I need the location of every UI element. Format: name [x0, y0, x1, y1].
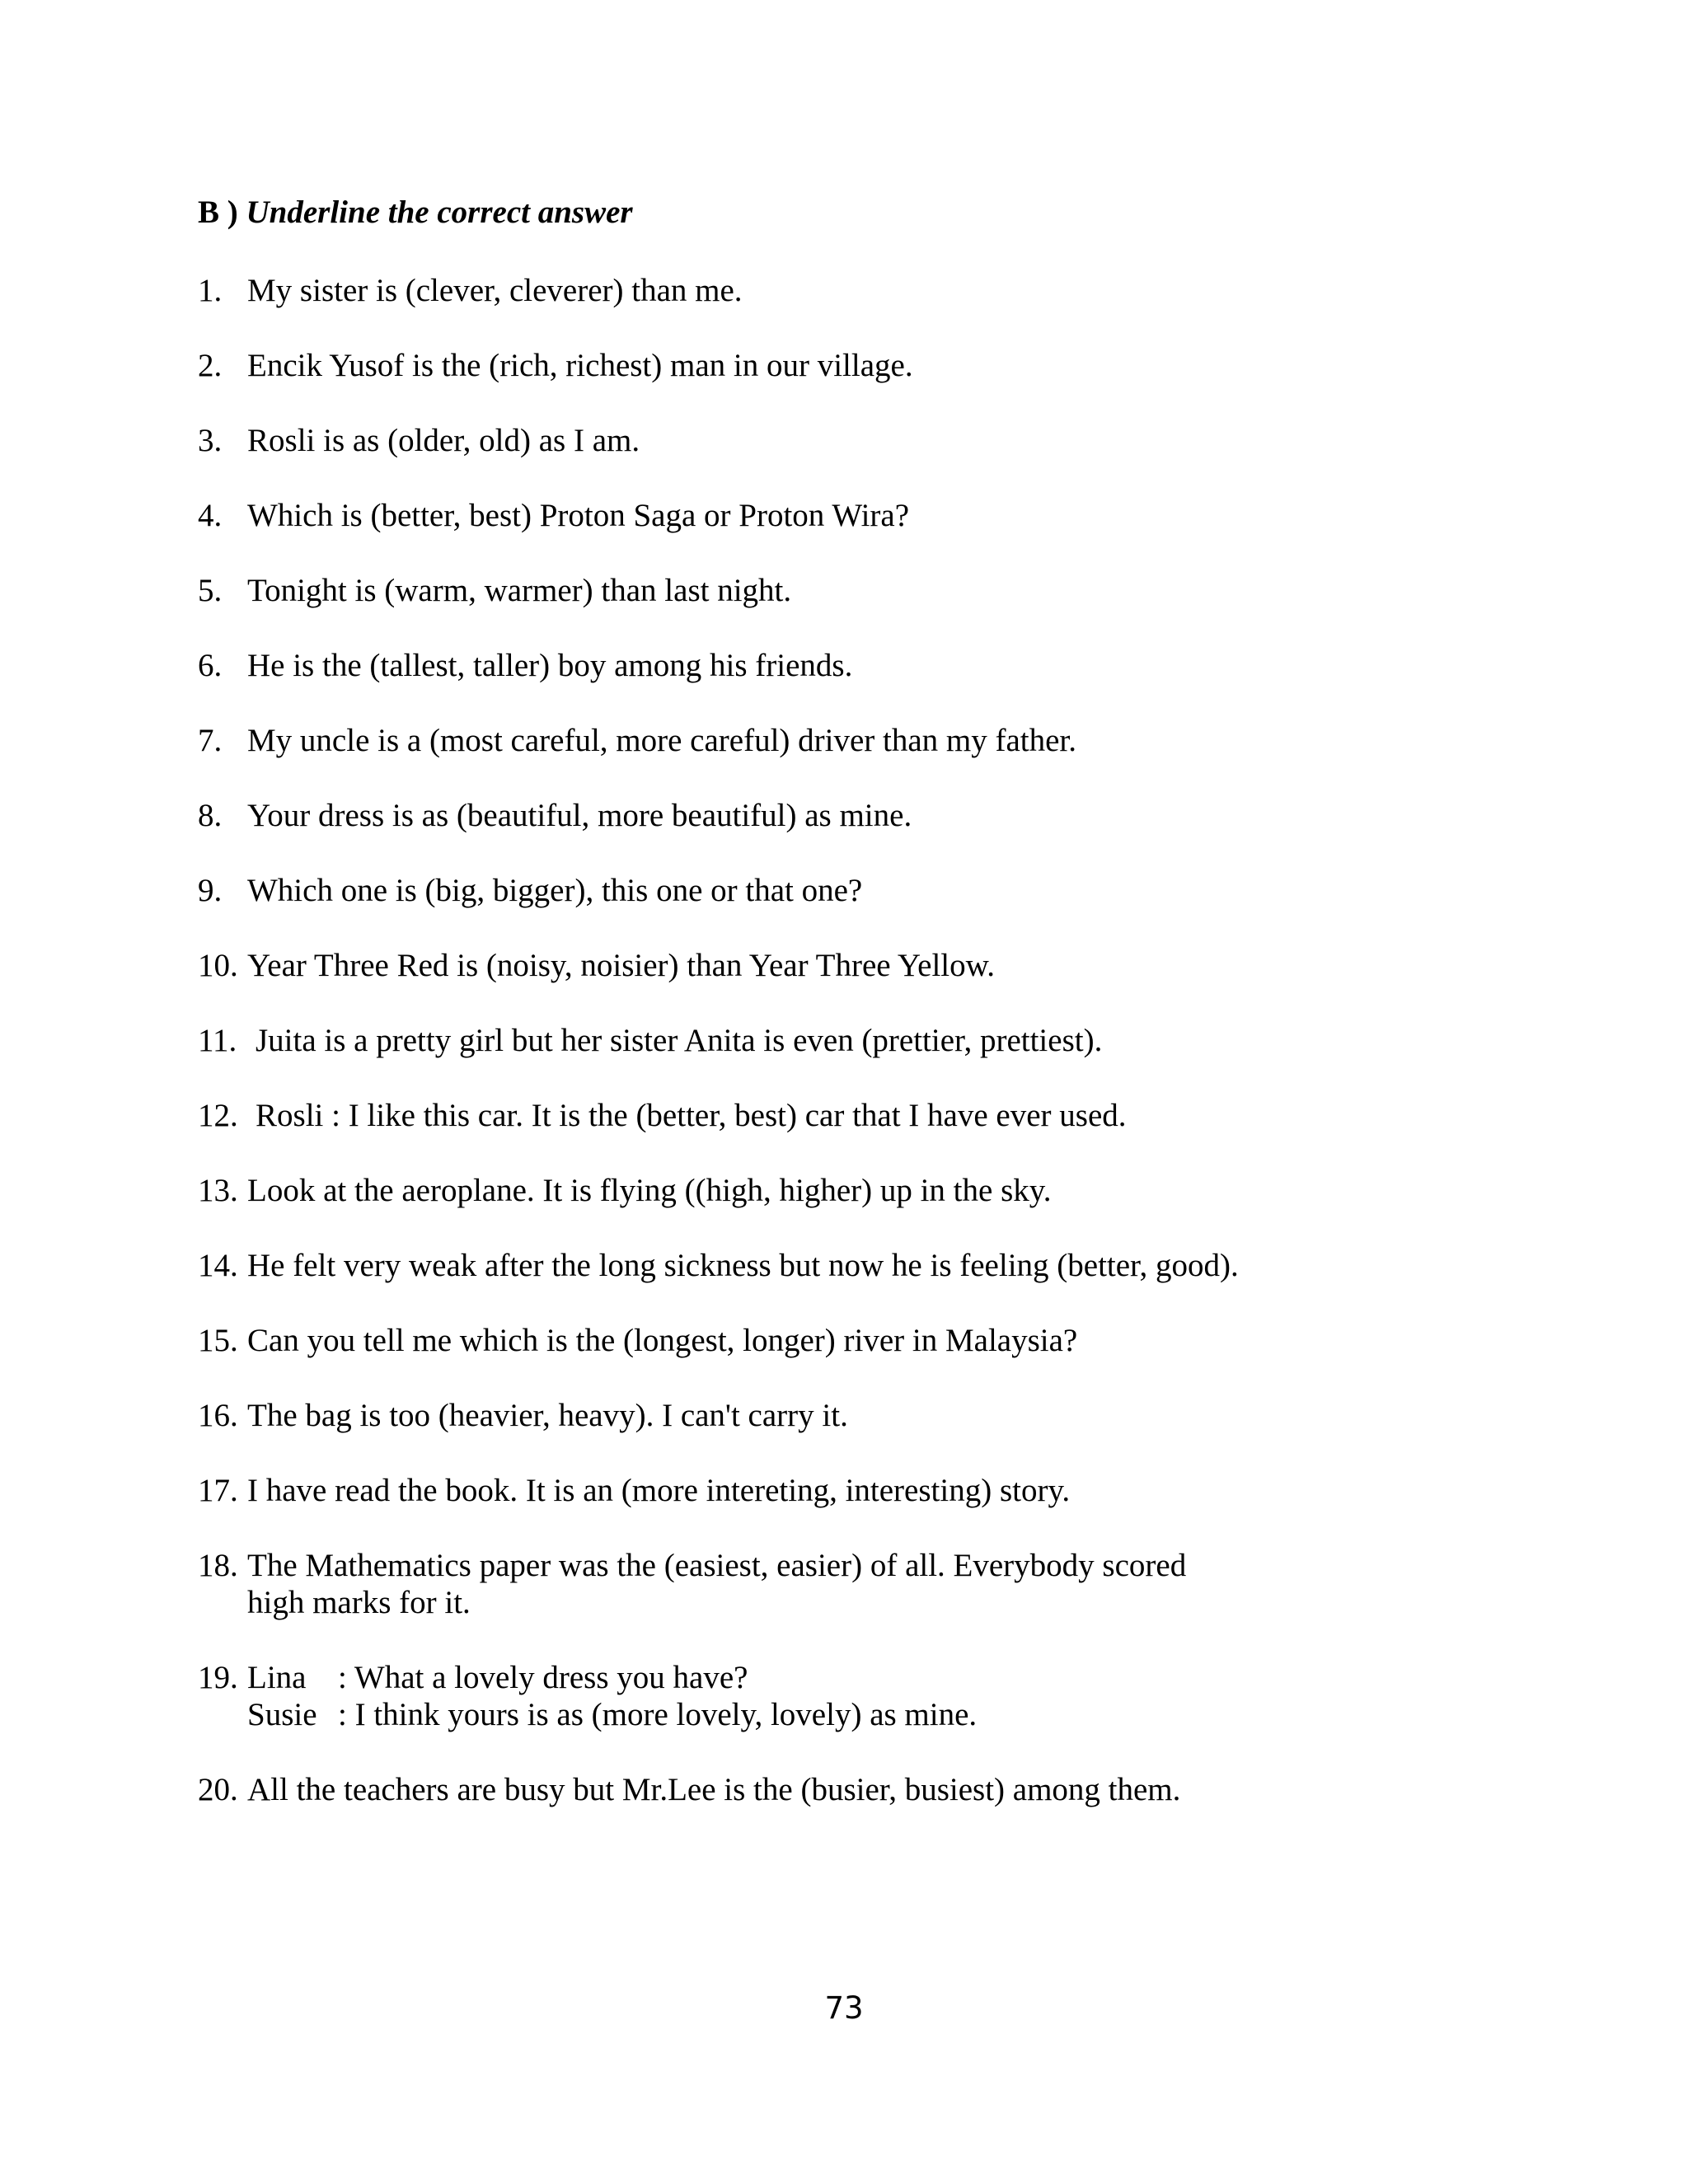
dialogue-line	[198, 1696, 977, 1733]
question-item	[198, 572, 791, 609]
question-item	[198, 272, 743, 309]
question-text: Which one is (big, bigger), this one or that one?	[247, 873, 863, 908]
question-number: 4.	[198, 498, 223, 533]
section-instruction: Underline the correct answer	[246, 194, 633, 230]
question-number: 16.	[198, 1398, 238, 1433]
question-text: Rosli is as (older, old) as I am.	[247, 423, 640, 458]
question-item	[198, 1397, 848, 1434]
question-text-continued: high marks for it.	[247, 1585, 471, 1620]
question-number: 3.	[198, 423, 223, 458]
question-item	[198, 1547, 1186, 1621]
section-label: B )	[198, 194, 238, 230]
question-item	[198, 1771, 1180, 1808]
question-item	[198, 872, 862, 909]
question-text: Year Three Red is (noisy, noisier) than Year Three Yellow.	[247, 948, 995, 983]
question-item	[198, 497, 909, 534]
question-item	[198, 1322, 1077, 1359]
question-number: 10.	[198, 948, 238, 983]
question-text: Can you tell me which is the (longest, longer) river in Malaysia?	[247, 1323, 1078, 1358]
question-text: Look at the aeroplane. It is flying ((high, higher) up in the sky.	[247, 1173, 1052, 1208]
question-text: He felt very weak after the long sickness but now he is feeling (better, good).	[247, 1248, 1239, 1283]
question-text: Your dress is as (beautiful, more beautiful) as mine.	[247, 798, 912, 833]
question-text: I have read the book. It is an (more intereting, interesting) story.	[247, 1473, 1071, 1508]
question-item	[198, 1659, 977, 1733]
question-number: 6.	[198, 648, 223, 683]
question-number: 17.	[198, 1473, 238, 1508]
question-number: 14.	[198, 1248, 238, 1283]
question-item	[198, 947, 995, 984]
question-number: 1.	[198, 273, 223, 308]
question-number: 11.	[198, 1023, 237, 1058]
dialogue-speaker: Susie	[247, 1697, 317, 1732]
question-item	[198, 347, 913, 384]
dialogue-text: : I think yours is as (more lovely, lovely) as mine.	[338, 1697, 978, 1732]
question-item	[198, 1247, 1239, 1284]
page-number: 73	[824, 1990, 864, 2026]
question-number: 7.	[198, 723, 223, 758]
question-item	[198, 797, 912, 834]
question-number: 19.	[198, 1660, 238, 1695]
question-number: 9.	[198, 873, 223, 908]
question-text: Which is (better, best) Proton Saga or Proton Wira?	[247, 498, 910, 533]
question-item	[198, 1097, 1127, 1134]
question-item	[198, 722, 1076, 759]
question-text: Tonight is (warm, warmer) than last night.	[247, 573, 792, 608]
question-number: 5.	[198, 573, 223, 608]
question-number: 18.	[198, 1548, 238, 1583]
question-text: Encik Yusof is the (rich, richest) man in our village.	[247, 348, 913, 383]
question-number: 12.	[198, 1098, 238, 1133]
question-number: 20.	[198, 1772, 238, 1807]
question-text: Juita is a pretty girl but her sister Anita is even (prettier, prettiest).	[256, 1023, 1103, 1058]
section-heading	[198, 196, 633, 228]
question-text: The Mathematics paper was the (easiest, easier) of all. Everybody scored	[247, 1548, 1187, 1583]
question-number: 8.	[198, 798, 223, 833]
question-number: 15.	[198, 1323, 238, 1358]
dialogue-speaker: Lina	[247, 1660, 307, 1695]
question-item	[198, 647, 852, 684]
question-item	[198, 422, 640, 459]
question-number: 13.	[198, 1173, 238, 1208]
dialogue-line	[247, 1659, 748, 1696]
question-text: My uncle is a (most careful, more careful) driver than my father.	[247, 723, 1077, 758]
question-item	[198, 1022, 1102, 1059]
question-text: My sister is (clever, cleverer) than me.	[247, 273, 743, 308]
question-item	[198, 1172, 1051, 1209]
question-item	[198, 1472, 1070, 1509]
question-number: 2.	[198, 348, 223, 383]
question-text: He is the (tallest, taller) boy among his friends.	[247, 648, 853, 683]
question-text: The bag is too (heavier, heavy). I can't carry it.	[247, 1398, 848, 1433]
question-text: All the teachers are busy but Mr.Lee is the (busier, busiest) among them.	[247, 1772, 1181, 1807]
dialogue-text: : What a lovely dress you have?	[338, 1660, 748, 1695]
question-text: Rosli : I like this car. It is the (better, best) car that I have ever used.	[256, 1098, 1127, 1133]
